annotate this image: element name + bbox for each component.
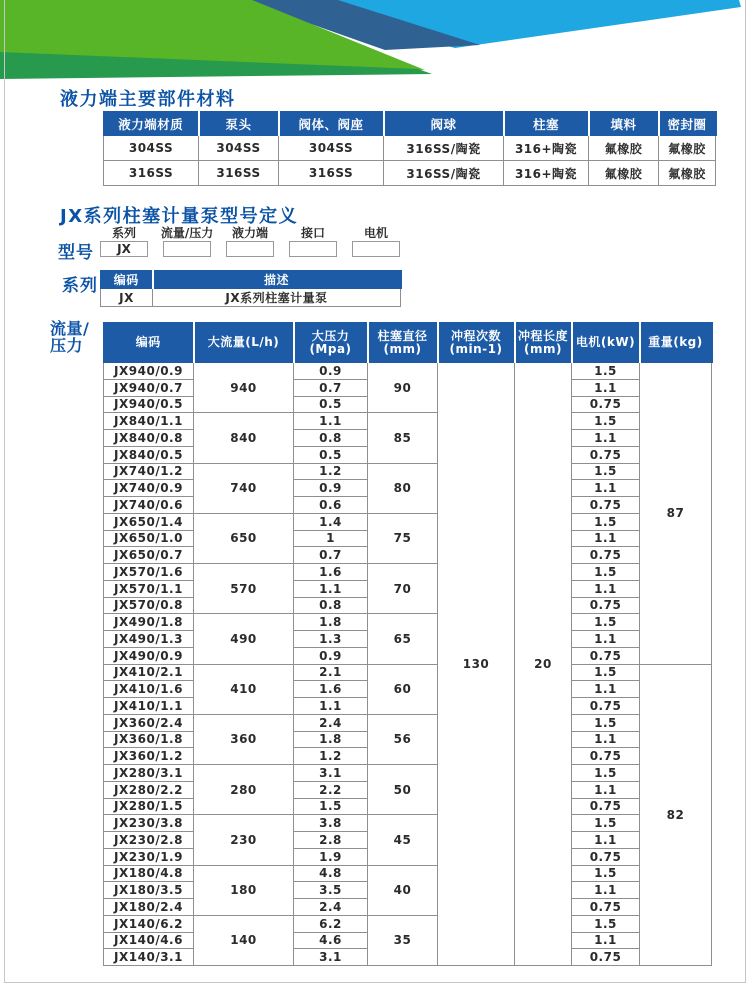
flow-stroke-frequency-cell: 130 <box>438 363 515 966</box>
materials-data-cell: 304SS <box>104 136 199 161</box>
model-field <box>100 226 148 257</box>
flow-diameter-cell: 60 <box>368 664 438 714</box>
flow-header-line1: 大流量(L/h) <box>207 335 280 349</box>
flow-pressure-cell: 2.4 <box>294 899 368 916</box>
materials-data-cell: 304SS <box>199 136 279 161</box>
model-field <box>289 226 337 257</box>
flow-header-row <box>104 323 712 363</box>
flow-pressure-cell: 1.2 <box>294 748 368 765</box>
flow-label-line1: 流量/ <box>50 319 90 338</box>
flow-motor-cell: 1.1 <box>572 832 640 849</box>
flow-rate-cell: 570 <box>194 564 294 614</box>
flow-pressure-row-label <box>50 320 89 354</box>
flow-motor-cell: 1.1 <box>572 480 640 497</box>
materials-header-cell: 泵头 <box>199 112 279 136</box>
flow-pressure-cell: 4.8 <box>294 865 368 882</box>
flow-code-cell: JX490/1.3 <box>104 631 194 648</box>
flow-motor-cell: 1.5 <box>572 815 640 832</box>
flow-motor-cell: 0.75 <box>572 748 640 765</box>
flow-data-row <box>104 564 712 581</box>
flow-rate-cell: 740 <box>194 463 294 513</box>
flow-motor-cell: 1.1 <box>572 631 640 648</box>
model-field-box <box>352 241 400 257</box>
flow-pressure-cell: 0.8 <box>294 430 368 447</box>
flow-pressure-cell: 0.9 <box>294 480 368 497</box>
flow-pressure-cell: 1.3 <box>294 631 368 648</box>
model-field <box>352 226 400 257</box>
flow-motor-cell: 1.1 <box>572 932 640 949</box>
flow-data-row <box>104 363 712 380</box>
flow-code-cell: JX740/1.2 <box>104 463 194 480</box>
model-field-box <box>289 241 337 257</box>
model-field-box: JX <box>100 241 148 257</box>
banner-graphic <box>0 0 750 80</box>
flow-pressure-cell: 1.2 <box>294 463 368 480</box>
model-field-label: 接口 <box>300 226 325 240</box>
flow-motor-cell: 1.5 <box>572 413 640 430</box>
materials-header-cell: 液力端材质 <box>104 112 199 136</box>
materials-data-cell: 316+陶瓷 <box>504 136 589 161</box>
flow-pressure-cell: 1.9 <box>294 848 368 865</box>
flow-code-cell: JX230/1.9 <box>104 848 194 865</box>
flow-motor-cell: 1.5 <box>572 664 640 681</box>
materials-data-cell: 氟橡胶 <box>589 161 659 186</box>
materials-data-cell: 316SS/陶瓷 <box>384 136 504 161</box>
materials-data-cell: 氟橡胶 <box>659 136 716 161</box>
flow-pressure-cell: 1 <box>294 530 368 547</box>
flow-pressure-cell: 2.8 <box>294 832 368 849</box>
flow-code-cell: JX180/4.8 <box>104 865 194 882</box>
flow-code-cell: JX940/0.9 <box>104 363 194 380</box>
series-description-cell: JX系列柱塞计量泵 <box>153 289 401 307</box>
flow-data-row <box>104 765 712 782</box>
flow-header-line2: (mm) <box>383 341 422 356</box>
flow-data-row <box>104 714 712 731</box>
model-row-label: 型号 <box>58 243 94 263</box>
flow-pressure-cell: 4.6 <box>294 932 368 949</box>
flow-rate-cell: 180 <box>194 865 294 915</box>
flow-motor-cell: 1.5 <box>572 765 640 782</box>
flow-code-cell: JX410/1.6 <box>104 681 194 698</box>
series-header-description: 描述 <box>153 271 401 289</box>
flow-motor-cell: 1.5 <box>572 714 640 731</box>
flow-pressure-cell: 0.9 <box>294 647 368 664</box>
flow-header-cell <box>194 323 294 363</box>
flow-diameter-cell: 50 <box>368 765 438 815</box>
flow-pressure-table <box>103 322 713 966</box>
flow-motor-cell: 1.1 <box>572 379 640 396</box>
model-section-title: JX系列柱塞计量泵型号定义 <box>60 206 299 227</box>
flow-table-body <box>104 363 712 966</box>
flow-header-line1: 柱塞直径 <box>377 328 428 343</box>
materials-data-row <box>104 161 716 186</box>
model-field-box <box>226 241 274 257</box>
flow-motor-cell: 0.75 <box>572 798 640 815</box>
flow-pressure-cell: 1.5 <box>294 798 368 815</box>
materials-table-body <box>104 136 716 186</box>
flow-motor-cell: 0.75 <box>572 899 640 916</box>
flow-rate-cell: 840 <box>194 413 294 463</box>
flow-pressure-cell: 0.7 <box>294 547 368 564</box>
flow-motor-cell: 1.5 <box>572 614 640 631</box>
flow-header-cell <box>640 323 712 363</box>
flow-pressure-cell: 3.1 <box>294 765 368 782</box>
flow-pressure-cell: 0.5 <box>294 396 368 413</box>
flow-header-line2: (min-1) <box>449 341 503 356</box>
flow-code-cell: JX840/0.5 <box>104 446 194 463</box>
flow-code-cell: JX570/1.1 <box>104 580 194 597</box>
series-data-row <box>101 289 401 307</box>
flow-header-line2: (Mpa) <box>309 341 352 356</box>
flow-pressure-cell: 2.1 <box>294 664 368 681</box>
flow-pressure-cell: 3.1 <box>294 949 368 966</box>
flow-pressure-cell: 2.4 <box>294 714 368 731</box>
flow-code-cell: JX940/0.7 <box>104 379 194 396</box>
flow-pressure-cell: 1.1 <box>294 580 368 597</box>
model-field <box>160 226 214 257</box>
flow-code-cell: JX840/0.8 <box>104 430 194 447</box>
flow-data-row <box>104 915 712 932</box>
flow-pressure-cell: 0.5 <box>294 446 368 463</box>
flow-diameter-cell: 40 <box>368 865 438 915</box>
model-field-label: 系列 <box>111 226 136 240</box>
flow-label-line2: 压力 <box>50 336 84 355</box>
flow-data-row <box>104 664 712 681</box>
materials-data-cell: 316SS/陶瓷 <box>384 161 504 186</box>
materials-header-cell: 密封圈 <box>659 112 716 136</box>
flow-data-row <box>104 413 712 430</box>
flow-rate-cell: 230 <box>194 815 294 865</box>
flow-header-cell <box>104 323 194 363</box>
flow-data-row <box>104 463 712 480</box>
flow-motor-cell: 0.75 <box>572 446 640 463</box>
flow-code-cell: JX230/2.8 <box>104 832 194 849</box>
flow-motor-cell: 1.1 <box>572 781 640 798</box>
flow-diameter-cell: 56 <box>368 714 438 764</box>
flow-code-cell: JX280/1.5 <box>104 798 194 815</box>
flow-code-cell: JX360/1.2 <box>104 748 194 765</box>
flow-code-cell: JX570/1.6 <box>104 564 194 581</box>
materials-data-row <box>104 136 716 161</box>
flow-rate-cell: 140 <box>194 915 294 965</box>
flow-pressure-cell: 0.6 <box>294 497 368 514</box>
flow-motor-cell: 1.5 <box>572 363 640 380</box>
flow-motor-cell: 1.1 <box>572 530 640 547</box>
flow-pressure-cell: 0.9 <box>294 363 368 380</box>
flow-header-cell <box>515 323 572 363</box>
flow-diameter-cell: 70 <box>368 564 438 614</box>
materials-header-row <box>104 112 716 136</box>
materials-header-cell: 阀体、阀座 <box>279 112 384 136</box>
flow-code-cell: JX280/3.1 <box>104 765 194 782</box>
flow-pressure-cell: 3.5 <box>294 882 368 899</box>
materials-header-cell: 填料 <box>589 112 659 136</box>
flow-motor-cell: 0.75 <box>572 547 640 564</box>
flow-motor-cell: 0.75 <box>572 949 640 966</box>
flow-weight-cell: 87 <box>640 363 712 665</box>
flow-motor-cell: 0.75 <box>572 597 640 614</box>
flow-stroke-length-cell: 20 <box>515 363 572 966</box>
flow-motor-cell: 1.5 <box>572 463 640 480</box>
model-field <box>226 226 274 257</box>
flow-motor-cell: 1.1 <box>572 580 640 597</box>
flow-header-line2: (mm) <box>524 341 562 356</box>
flow-code-cell: JX360/1.8 <box>104 731 194 748</box>
flow-code-cell: JX650/1.4 <box>104 513 194 530</box>
flow-motor-cell: 0.75 <box>572 698 640 715</box>
flow-header-cell <box>294 323 368 363</box>
flow-data-row <box>104 865 712 882</box>
flow-rate-cell: 360 <box>194 714 294 764</box>
flow-header-line1: 编码 <box>135 335 161 349</box>
flow-motor-cell: 1.5 <box>572 915 640 932</box>
flow-motor-cell: 0.75 <box>572 848 640 865</box>
series-table <box>100 270 402 307</box>
model-field-label: 流量/压力 <box>160 226 214 240</box>
flow-pressure-cell: 1.8 <box>294 614 368 631</box>
flow-motor-cell: 1.1 <box>572 430 640 447</box>
flow-header-line1: 冲程次数 <box>450 328 501 343</box>
series-code-cell: JX <box>101 289 153 307</box>
flow-header-line1: 大压力 <box>311 328 350 343</box>
flow-motor-cell: 1.1 <box>572 731 640 748</box>
flow-pressure-cell: 0.8 <box>294 597 368 614</box>
flow-rate-cell: 490 <box>194 614 294 664</box>
flow-pressure-cell: 1.8 <box>294 731 368 748</box>
flow-code-cell: JX280/2.2 <box>104 781 194 798</box>
flow-motor-cell: 0.75 <box>572 647 640 664</box>
materials-data-cell: 316SS <box>279 161 384 186</box>
materials-data-cell: 氟橡胶 <box>589 136 659 161</box>
flow-header-cell <box>368 323 438 363</box>
flow-header-line1: 电机(kW) <box>575 335 636 349</box>
flow-pressure-cell: 1.6 <box>294 564 368 581</box>
flow-motor-cell: 0.75 <box>572 497 640 514</box>
flow-diameter-cell: 90 <box>368 363 438 413</box>
materials-header-cell: 柱塞 <box>504 112 589 136</box>
flow-code-cell: JX740/0.9 <box>104 480 194 497</box>
flow-code-cell: JX570/0.8 <box>104 597 194 614</box>
flow-code-cell: JX490/0.9 <box>104 647 194 664</box>
materials-header-cell: 阀球 <box>384 112 504 136</box>
flow-weight-cell: 82 <box>640 664 712 966</box>
flow-code-cell: JX840/1.1 <box>104 413 194 430</box>
series-header-code: 编码 <box>101 271 153 289</box>
flow-motor-cell: 1.5 <box>572 865 640 882</box>
flow-data-row <box>104 513 712 530</box>
model-field-box <box>163 241 211 257</box>
flow-rate-cell: 410 <box>194 664 294 714</box>
flow-motor-cell: 1.1 <box>572 681 640 698</box>
flow-code-cell: JX140/3.1 <box>104 949 194 966</box>
flow-data-row <box>104 815 712 832</box>
series-header-row <box>101 271 401 289</box>
flow-motor-cell: 1.5 <box>572 513 640 530</box>
flow-code-cell: JX230/3.8 <box>104 815 194 832</box>
flow-pressure-cell: 1.1 <box>294 413 368 430</box>
materials-data-cell: 316SS <box>199 161 279 186</box>
flow-code-cell: JX180/3.5 <box>104 882 194 899</box>
flow-code-cell: JX180/2.4 <box>104 899 194 916</box>
flow-code-cell: JX740/0.6 <box>104 497 194 514</box>
flow-pressure-cell: 0.7 <box>294 379 368 396</box>
series-row-label: 系列 <box>62 276 98 296</box>
model-field-label: 液力端 <box>231 226 268 240</box>
flow-code-cell: JX490/1.8 <box>104 614 194 631</box>
model-definition-fields <box>100 226 400 257</box>
materials-data-cell: 316+陶瓷 <box>504 161 589 186</box>
flow-rate-cell: 650 <box>194 513 294 563</box>
flow-header-cell <box>438 323 515 363</box>
flow-code-cell: JX140/6.2 <box>104 915 194 932</box>
flow-code-cell: JX940/0.5 <box>104 396 194 413</box>
materials-data-cell: 氟橡胶 <box>659 161 716 186</box>
flow-motor-cell: 1.1 <box>572 882 640 899</box>
flow-rate-cell: 940 <box>194 363 294 413</box>
flow-header-line1: 冲程长度 <box>517 328 568 343</box>
flow-header-line1: 重量(kg) <box>648 335 703 349</box>
flow-code-cell: JX410/2.1 <box>104 664 194 681</box>
flow-motor-cell: 1.5 <box>572 564 640 581</box>
flow-pressure-cell: 1.6 <box>294 681 368 698</box>
flow-diameter-cell: 85 <box>368 413 438 463</box>
flow-diameter-cell: 75 <box>368 513 438 563</box>
materials-section-title: 液力端主要部件材料 <box>60 89 236 110</box>
flow-pressure-cell: 1.1 <box>294 698 368 715</box>
flow-pressure-cell: 2.2 <box>294 781 368 798</box>
materials-table <box>103 111 717 186</box>
flow-pressure-cell: 6.2 <box>294 915 368 932</box>
flow-code-cell: JX650/1.0 <box>104 530 194 547</box>
flow-code-cell: JX360/2.4 <box>104 714 194 731</box>
materials-data-cell: 316SS <box>104 161 199 186</box>
flow-diameter-cell: 65 <box>368 614 438 664</box>
flow-diameter-cell: 80 <box>368 463 438 513</box>
flow-diameter-cell: 45 <box>368 815 438 865</box>
model-field-label: 电机 <box>363 226 388 240</box>
materials-data-cell: 304SS <box>279 136 384 161</box>
flow-pressure-cell: 3.8 <box>294 815 368 832</box>
flow-rate-cell: 280 <box>194 765 294 815</box>
flow-data-row <box>104 614 712 631</box>
flow-header-cell <box>572 323 640 363</box>
flow-pressure-cell: 1.4 <box>294 513 368 530</box>
flow-code-cell: JX410/1.1 <box>104 698 194 715</box>
flow-code-cell: JX650/0.7 <box>104 547 194 564</box>
flow-diameter-cell: 35 <box>368 915 438 965</box>
flow-motor-cell: 0.75 <box>572 396 640 413</box>
flow-code-cell: JX140/4.6 <box>104 932 194 949</box>
